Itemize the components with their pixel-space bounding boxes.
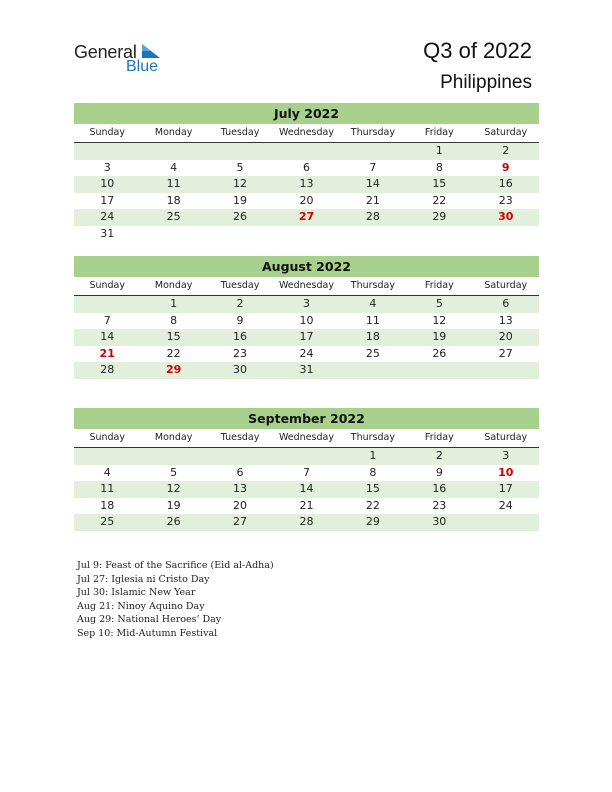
- week-row: [74, 313, 539, 330]
- day-cell: 12: [166, 482, 181, 496]
- day-cell: 7: [369, 160, 377, 174]
- empty-day-cell: [340, 226, 406, 243]
- weekday-label: Wednesday: [278, 280, 334, 291]
- week-row: [74, 329, 539, 346]
- day-cell: 9: [435, 465, 443, 479]
- empty-day-cell: [74, 143, 140, 160]
- day-cell: 12: [233, 177, 248, 191]
- day-cell: 10: [299, 313, 314, 327]
- empty-day-cell: [207, 143, 273, 160]
- page-title: Q3 of 2022: [423, 38, 532, 63]
- empty-day-cell: [140, 226, 206, 243]
- day-cell: 28: [299, 515, 314, 529]
- week-row: [74, 362, 539, 379]
- day-cell: 15: [166, 330, 181, 344]
- day-cell: 29: [365, 515, 380, 529]
- month-title: September 2022: [74, 408, 539, 429]
- month-calendar-july: [74, 103, 539, 243]
- weekday-label: Tuesday: [220, 432, 260, 443]
- empty-day-cell: [273, 226, 339, 243]
- empty-day-cell: [74, 448, 140, 465]
- weekday-label: Friday: [424, 127, 454, 138]
- day-cell: 10: [100, 177, 115, 191]
- day-cell: 13: [299, 177, 314, 191]
- day-cell: 4: [170, 160, 178, 174]
- day-cell: 16: [432, 482, 447, 496]
- day-cell: 23: [498, 193, 513, 207]
- weekday-label: Monday: [154, 432, 193, 443]
- day-cell: 19: [233, 193, 248, 207]
- day-cell: 5: [435, 297, 443, 310]
- weekday-label: Saturday: [484, 127, 528, 138]
- weekday-label: Sunday: [89, 127, 125, 138]
- day-cell: 18: [166, 193, 181, 207]
- country-name: Philippines: [440, 72, 532, 93]
- day-cell: 1: [369, 449, 377, 462]
- day-cell: 17: [100, 193, 115, 207]
- weekday-header-row: [74, 277, 539, 296]
- holiday-day-cell: 29: [165, 363, 182, 377]
- weekday-label: Sunday: [89, 280, 125, 291]
- empty-day-cell: [473, 362, 539, 379]
- month-title: August 2022: [74, 256, 539, 277]
- weekday-label: Wednesday: [278, 432, 334, 443]
- day-cell: 24: [498, 498, 513, 512]
- week-row: [74, 160, 539, 177]
- empty-day-cell: [406, 362, 472, 379]
- day-cell: 3: [103, 160, 111, 174]
- holiday-note: Jul 27: Iglesia ni Cristo Day: [77, 573, 210, 585]
- day-cell: 2: [502, 144, 510, 157]
- day-cell: 14: [100, 330, 115, 344]
- day-cell: 20: [498, 330, 513, 344]
- day-cell: 26: [432, 346, 447, 360]
- week-row: [74, 481, 539, 498]
- empty-day-cell: [340, 362, 406, 379]
- empty-day-cell: [473, 514, 539, 531]
- day-cell: 3: [502, 449, 510, 462]
- day-cell: 22: [432, 193, 447, 207]
- day-cell: 21: [299, 498, 314, 512]
- day-cell: 8: [435, 160, 443, 174]
- day-cell: 18: [100, 498, 115, 512]
- day-cell: 18: [365, 330, 380, 344]
- day-cell: 17: [498, 482, 513, 496]
- holiday-notes: [77, 559, 274, 641]
- weekday-label: Thursday: [350, 432, 395, 443]
- week-row: [74, 346, 539, 363]
- holiday-note: Aug 29: National Heroes’ Day: [77, 614, 222, 626]
- day-cell: 27: [233, 515, 248, 529]
- holiday-note: Jul 30: Islamic New Year: [77, 587, 196, 599]
- logo-general-text: General: [74, 42, 137, 62]
- day-cell: 25: [100, 515, 115, 529]
- empty-day-cell: [473, 226, 539, 243]
- holiday-note: Aug 21: Ninoy Aquino Day: [77, 600, 205, 612]
- logo: [74, 42, 174, 78]
- holiday-day-cell: 9: [501, 160, 510, 174]
- day-cell: 19: [166, 498, 181, 512]
- logo-blue-text: Blue: [126, 58, 159, 75]
- day-cell: 11: [166, 177, 181, 191]
- week-row: [74, 514, 539, 531]
- day-cell: 29: [432, 210, 447, 224]
- day-cell: 4: [103, 465, 111, 479]
- day-cell: 2: [236, 297, 244, 310]
- day-cell: 13: [233, 482, 248, 496]
- weekday-label: Monday: [154, 280, 193, 291]
- weekday-label: Tuesday: [220, 127, 260, 138]
- day-cell: 25: [365, 346, 380, 360]
- day-cell: 19: [432, 330, 447, 344]
- day-cell: 5: [236, 160, 244, 174]
- empty-day-cell: [340, 143, 406, 160]
- weekday-header-row: [74, 429, 539, 448]
- weekday-label: Thursday: [350, 127, 395, 138]
- weekday-label: Wednesday: [278, 127, 334, 138]
- day-cell: 21: [365, 193, 380, 207]
- weekday-label: Saturday: [484, 432, 528, 443]
- day-cell: 12: [432, 313, 447, 327]
- weekday-label: Friday: [424, 280, 454, 291]
- weekday-label: Sunday: [89, 432, 125, 443]
- holiday-note: Sep 10: Mid-Autumn Festival: [77, 627, 218, 639]
- day-cell: 1: [435, 144, 443, 157]
- empty-day-cell: [273, 143, 339, 160]
- day-cell: 24: [299, 346, 314, 360]
- holiday-day-cell: 21: [99, 346, 115, 360]
- day-cell: 7: [103, 313, 111, 327]
- day-cell: 27: [498, 346, 513, 360]
- day-cell: 22: [166, 346, 181, 360]
- day-cell: 4: [369, 297, 377, 310]
- week-row: [74, 226, 539, 243]
- day-cell: 24: [100, 210, 115, 224]
- day-cell: 6: [502, 297, 510, 310]
- day-cell: 25: [166, 210, 181, 224]
- empty-day-cell: [140, 448, 206, 465]
- empty-day-cell: [406, 226, 472, 243]
- day-cell: 23: [233, 346, 248, 360]
- day-cell: 30: [432, 515, 447, 529]
- empty-day-cell: [207, 226, 273, 243]
- day-cell: 6: [302, 160, 310, 174]
- day-cell: 28: [365, 210, 380, 224]
- week-row: [74, 176, 539, 193]
- weekday-label: Saturday: [484, 280, 528, 291]
- day-cell: 5: [170, 465, 178, 479]
- day-cell: 23: [432, 498, 447, 512]
- day-cell: 13: [498, 313, 513, 327]
- empty-day-cell: [140, 143, 206, 160]
- day-cell: 15: [365, 482, 380, 496]
- month-title: July 2022: [74, 103, 539, 124]
- day-cell: 1: [170, 297, 178, 310]
- day-cell: 14: [299, 482, 314, 496]
- holiday-day-cell: 30: [498, 210, 514, 224]
- day-cell: 31: [100, 226, 115, 240]
- week-row: [74, 193, 539, 210]
- day-cell: 3: [302, 297, 310, 310]
- empty-day-cell: [273, 448, 339, 465]
- weekday-label: Monday: [154, 127, 193, 138]
- day-cell: 28: [100, 363, 115, 377]
- month-calendar-september: [74, 408, 539, 531]
- week-row: [74, 209, 539, 226]
- day-cell: 16: [233, 330, 248, 344]
- empty-day-cell: [74, 296, 140, 313]
- empty-day-cell: [207, 448, 273, 465]
- weekday-label: Friday: [424, 432, 454, 443]
- logo-triangle-icon: [142, 44, 160, 58]
- day-cell: 16: [498, 177, 513, 191]
- week-row: [74, 448, 539, 465]
- day-cell: 11: [100, 482, 115, 496]
- day-cell: 11: [365, 313, 380, 327]
- day-cell: 2: [435, 449, 443, 462]
- day-cell: 31: [299, 363, 314, 377]
- week-row: [74, 465, 539, 482]
- weekday-label: Thursday: [350, 280, 395, 291]
- day-cell: 26: [233, 210, 248, 224]
- holiday-day-cell: 27: [298, 210, 315, 224]
- day-cell: 30: [233, 363, 248, 377]
- day-cell: 8: [369, 465, 377, 479]
- day-cell: 8: [170, 313, 178, 327]
- day-cell: 17: [299, 330, 314, 344]
- day-cell: 20: [299, 193, 314, 207]
- day-cell: 26: [166, 515, 181, 529]
- week-row: [74, 143, 539, 160]
- day-cell: 14: [365, 177, 380, 191]
- holiday-note: Jul 9: Feast of the Sacrifice (Eid al-Adha): [77, 560, 274, 571]
- week-row: [74, 498, 539, 515]
- day-cell: 20: [233, 498, 248, 512]
- holiday-day-cell: 10: [498, 465, 514, 479]
- month-calendar-august: [74, 256, 539, 379]
- week-row: [74, 296, 539, 313]
- day-cell: 7: [302, 465, 310, 479]
- day-cell: 15: [432, 177, 447, 191]
- weekday-label: Tuesday: [220, 280, 260, 291]
- day-cell: 22: [365, 498, 380, 512]
- day-cell: 6: [236, 465, 244, 479]
- weekday-header-row: [74, 124, 539, 143]
- day-cell: 9: [236, 313, 244, 327]
